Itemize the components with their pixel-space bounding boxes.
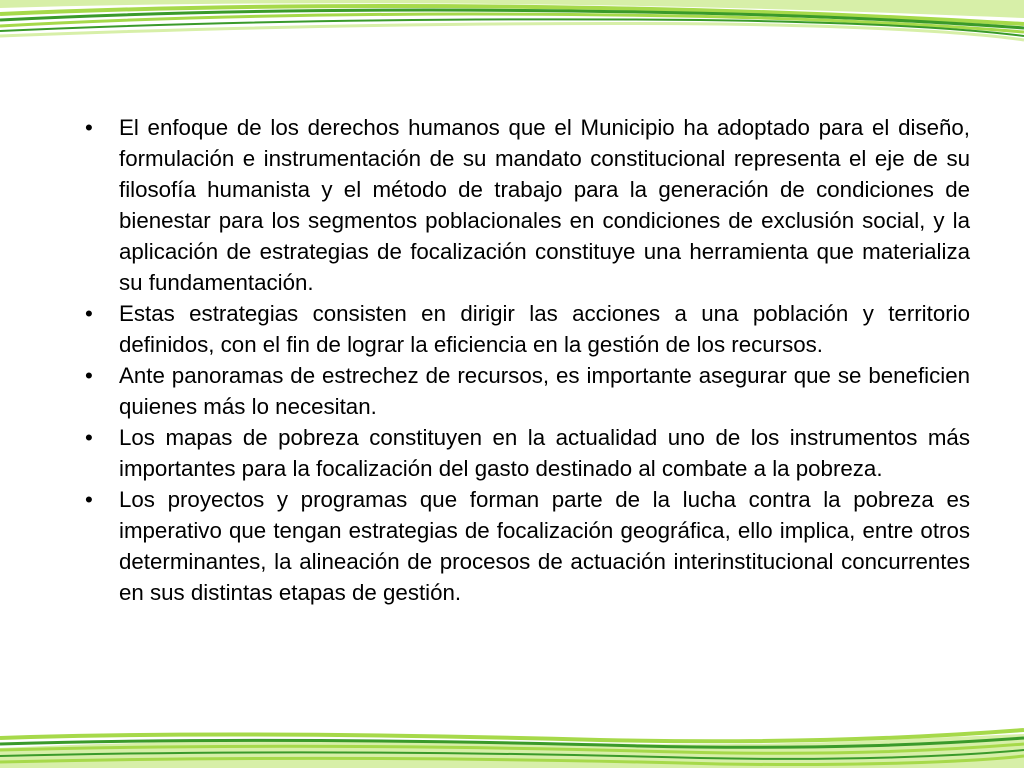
bullet-marker: • bbox=[85, 487, 93, 512]
bullet-text: Ante panoramas de estrechez de recursos, es importante asegurar que se beneficien quienes más lo necesitan. bbox=[119, 363, 970, 419]
bottom-green-wave-decoration bbox=[0, 708, 1024, 768]
bullet-item-1 bbox=[80, 112, 970, 298]
top-green-wave-decoration bbox=[0, 0, 1024, 60]
bullet-item-3 bbox=[80, 360, 970, 422]
bullet-text: Estas estrategias consisten en dirigir las acciones a una población y territorio definidos, con el fin de lograr la eficiencia en la gestión de los recursos. bbox=[119, 301, 970, 357]
bullet-marker: • bbox=[85, 115, 93, 140]
bullet-marker: • bbox=[85, 301, 93, 326]
bullet-list-content bbox=[80, 112, 970, 608]
bullet-text: Los mapas de pobreza constituyen en la actualidad uno de los instrumentos más importantes para la focalización del gasto destinado al combate a la pobreza. bbox=[119, 425, 970, 481]
bullet-item-4 bbox=[80, 422, 970, 484]
bullet-item-5 bbox=[80, 484, 970, 608]
bullet-marker: • bbox=[85, 363, 93, 388]
bullet-text: El enfoque de los derechos humanos que el Municipio ha adoptado para el diseño, formulación e instrumentación de su mandato constitucional representa el eje de su filosofía humanista y el método de trabajo para la generación de condiciones de bienestar para los segmentos poblacionales en condiciones de exclusión social, y la aplicación de estrategias de focalización constituye una herramienta que materializa su fundamentación. bbox=[119, 115, 970, 295]
bullet-marker: • bbox=[85, 425, 93, 450]
bullet-item-2 bbox=[80, 298, 970, 360]
bullet-list bbox=[80, 112, 970, 608]
bullet-text: Los proyectos y programas que forman parte de la lucha contra la pobreza es imperativo que tengan estrategias de focalización geográfica, ello implica, entre otros determinantes, la alineación de procesos de actuación interinstitucional concurrentes en sus distintas etapas de gestión. bbox=[119, 487, 970, 605]
